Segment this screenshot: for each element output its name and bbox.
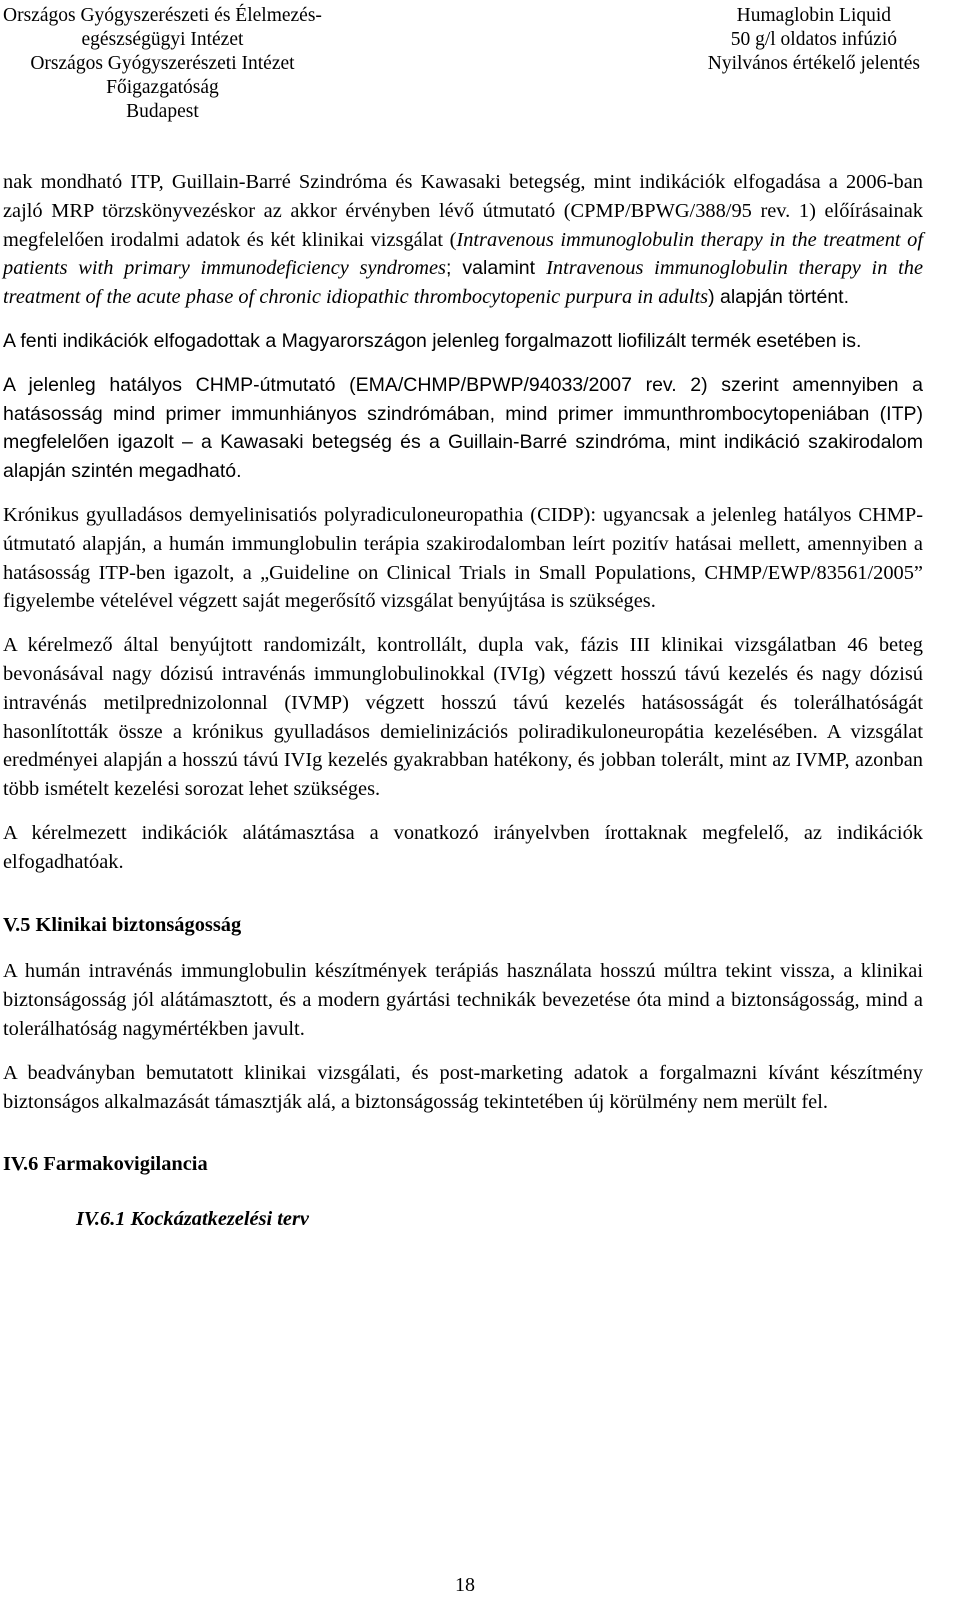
header-report-type: Nyilvános értékelő jelentés bbox=[707, 53, 920, 74]
paragraph-safety-1: A humán intravénás immunglobulin készítmények terápiás használata hosszú múltra tekint vissza, a klinikai biztonságosság jól alátámasztott, és a modern gyártási technikák bevezetése óta mind a biztonságosság, mind a tolerálhatóság nagymértékben javult. bbox=[3, 960, 923, 1040]
study-title-2: Intravenous immunoglobulin therapy in the treatment of the acute phase of chronic idiopathic thrombocytopenic purpura in adults bbox=[3, 257, 924, 309]
paragraph-chmp-guideline: A jelenleg hatályos CHMP-útmutató (EMA/CHMP/BPWP/94033/2007 rev. 2) szerint amennyiben a hatásosság mind primer immunhiányos szindrómában, mind primer immunthrombocytopeniában (ITP) megfelelően igazolt – a Kawasaki betegség és a Guillain-Barré szindróma, mint indikáció szakirodalom alapján szintén megadható. bbox=[3, 373, 923, 483]
paragraph-text: ) alapján történt. bbox=[708, 286, 849, 309]
document-body bbox=[3, 168, 923, 1234]
header-right bbox=[708, 4, 920, 76]
paragraph-text: nak mondható ITP, Guillain-Barré Szindróma és Kawasaki betegség, mint indikációk elfogadása a 2006-ban zajló MRP törzskönyvezéskor az akkor érvényben lévő útmutató (CPMP/BPWG/388/95 rev. 1) előírásainak megfelelően irodalmi adatok és két klinikai vizsgálat ( bbox=[3, 171, 923, 251]
header-org-line-3: Országos Gyógyszerészeti Intézet bbox=[30, 53, 295, 74]
subsection-title-risk-management: IV.6.1 Kockázatkezelési terv bbox=[76, 1208, 309, 1231]
header-product-name: Humaglobin Liquid bbox=[736, 5, 892, 26]
header-org-line-4: Főigazgatóság bbox=[106, 77, 219, 98]
header-org-line-2: egészségügyi Intézet bbox=[81, 29, 244, 50]
header-org-line-5: Budapest bbox=[126, 101, 199, 122]
section-title-safety: V.5 Klinikai biztonságosság bbox=[3, 913, 242, 936]
paragraph-cidp: Krónikus gyulladásos demyelinisatiós polyradiculoneuropathia (CIDP): ugyancsak a jelenleg hatályos CHMP-útmutató alapján, a humán immunglobulin terápia szakirodalomban leírt pozitív hatásai mellett, amennyiben a hatásosság ITP-ben igazolt, a „Guideline on Clinical Trials in Small Populations, CHMP/EWP/83561/2005” figyelembe vételével végzett saját megerősítő vizsgálat benyújtása is szükséges. bbox=[3, 503, 923, 613]
page-number: 18 bbox=[455, 1574, 475, 1596]
header-product-form: 50 g/l oldatos infúzió bbox=[730, 29, 897, 50]
paragraph-lyophilized: A fenti indikációk elfogadottak a Magyarországon jelenleg forgalmazott liofilizált termék esetében is. bbox=[3, 329, 862, 352]
paragraph-conclusion: A kérelmezett indikációk alátámasztása a vonatkozó irányelvben írottaknak megfelelő, az indikációk elfogadhatóak. bbox=[3, 821, 923, 873]
header-org-line-1: Országos Gyógyszerészeti és Élelmezés- bbox=[3, 5, 322, 26]
header-left bbox=[3, 4, 322, 124]
paragraph-study: A kérelmező által benyújtott randomizált, kontrollált, dupla vak, fázis III klinikai vizsgálatban 46 beteg bevonásával nagy dózisú intravénás immunglobulinokkal (IVIg) végzett hosszú távú kezelés és nagy dózisú intravénás metilprednizolonnal (IVMP) végzett hosszú távú kezelés hatásosságát és tolerálhatóságát hasonlították össze a krónikus gyulladásos demielinizációs poliradikuloneuropátia kezelésében. A vizsgálat eredményei alapján a hosszú távú IVIg kezelés gyakrabban hatékony, és jobban tolerált, mint az IVMP, azonban több ismételt kezelési sorozat lehet szükséges. bbox=[3, 634, 923, 801]
section-title-pharmacovigilance: IV.6 Farmakovigilancia bbox=[3, 1153, 208, 1176]
paragraph-text: ; valamint bbox=[446, 257, 547, 280]
paragraph-indications-history bbox=[3, 168, 923, 312]
study-title-1: Intravenous immunoglobulin therapy in the treatment of patients with primary immunodeficiency syndromes bbox=[3, 228, 923, 280]
paragraph-safety-2: A beadványban bemutatott klinikai vizsgálati, és post-marketing adatok a forgalmazni kívánt készítmény biztonságos alkalmazását támasztják alá, a biztonságosság tekintetében új körülmény nem merült fel. bbox=[3, 1061, 923, 1113]
